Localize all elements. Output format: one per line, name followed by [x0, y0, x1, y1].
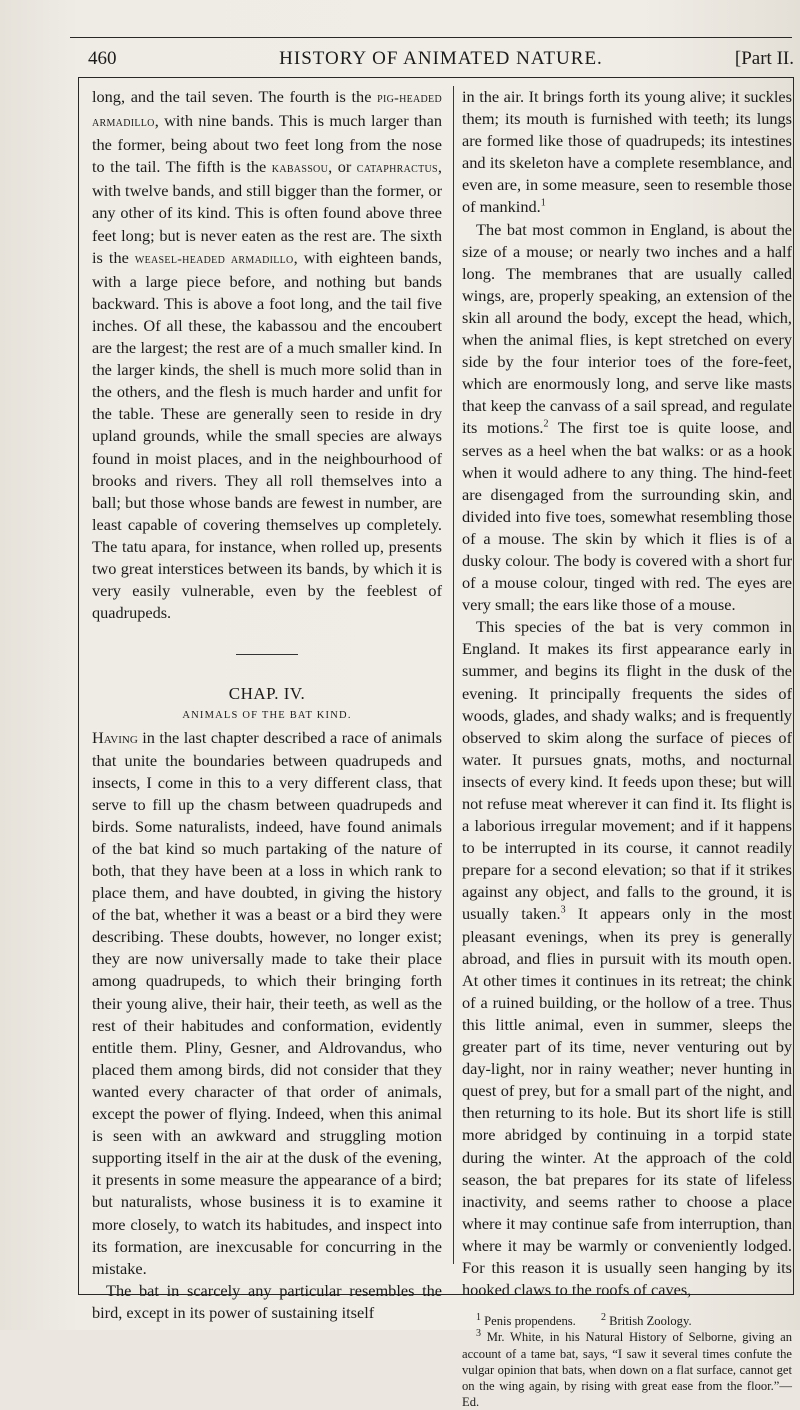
- term-weasel-headed: weasel-headed armadillo: [134, 251, 294, 267]
- paragraph-bat-resemblance: The bat in scarcely any particular resembles the bird, except in its power of sustaining itself: [92, 1280, 442, 1322]
- running-header: [88, 48, 794, 76]
- footnote-ref-1: 1: [540, 198, 546, 210]
- term-pig-headed: pig-headed armadillo: [92, 91, 442, 131]
- footnote-1-2: $^1$ Penis propendens. $^2$ British Zoology.: [476, 1311, 692, 1329]
- paragraph-bat-anatomy: in the air. It brings forth its young alive; it suckles them; its mouth is furnished with teeth; its lungs are formed like those of quadrupeds; its intestines and its skeleton have a complete resemblance, and even are, in some measure, seen to resemble those of mankind.$^1$: [462, 87, 792, 217]
- paragraph-armadillo: long, and the tail seven. The fourth is the pig-headed armadillo, with nine bands. This is much larger than the former, being about two feet long from the nose to the tail. The fifth is the kabassou, or cataphractus, with twelve bands, and still bigger than the former, or any other of its kind. This is often found above three feet long; but is never eaten as the rest are. The sixth is the weasel-headed armadillo, with eighteen bands, with a large piece before, and nothing but bands backward. This is above a foot long, and the tail five inches. Of all these, the kabassou and the encoubert are the largest; the rest are of a much smaller kind. In the larger kinds, the shell is much more solid than in the others, and the flesh is much harder and unfit for the table. These are generally seen to reside in dry upland grounds, while the small species are always found in moist places, and in the neighbourhood of brooks and rivers. They all roll themselves into a ball; but those whose bands are fewest in number, are least capable of covering themselves up completely. The tatu apara, for instance, when rolled up, presents two great interstices between its bands, by which it is very easily vulnerable, even by the feeblest of quadrupeds.: [92, 87, 442, 623]
- footnote-3: $^3$ Mr. White, in his Natural History of Selborne, giving an account of a tame bat, says, “I saw it several times confute the vulgar opinion that bats, when down on a flat surface, cannot get on the wing again, by rising with great ease from the floor.”—Ed.: [462, 1328, 792, 1410]
- left-column: [92, 86, 442, 1324]
- lead-word: Having: [92, 728, 138, 748]
- page-number: 460: [88, 48, 117, 69]
- footnote-ref-2: 2: [543, 418, 549, 430]
- right-column: [462, 86, 792, 1410]
- paragraph-common-bat: The bat most common in England, is about the size of a mouse; or nearly two inches and a half long. The membranes that are usually called wings, are, properly speaking, an extension of the skin all around the body, except the head, which, when the animal flies, is kept stretched on every side by the four interior toes of the fore-feet, which are enormously long, and serve like masts that keep the canvass of a sail spread, and regulate its motions.$^2$ The first toe is quite loose, and serves as a heel when the bat walks: or as a hook when it would adhere to any thing. The hind-feet are disengaged from the surrounding skin, and divided into five toes, somewhat resembling those of a mouse. The skin by which it flies is of a dusky colour. The body is covered with a short fur of a mouse colour, tinged with red. The eyes are very small; the ears like those of a mouse.: [462, 219, 792, 615]
- section-separator: [236, 654, 298, 655]
- header-rule: [78, 77, 794, 78]
- frame-right-rule: [793, 77, 794, 1294]
- paragraph-bat-intro: Having in the last chapter described a race of animals that unite the boundaries between quadrupeds and insects, I come in this to a very different class, that serve to fill up the chasm between quadrupeds and birds. Some naturalists, indeed, have found animals of the bat kind so much partaking of the nature of both, that they have been at a loss in which rank to place them, and have doubted, in giving the history of the bat, whether it was a beast or a bird they were describing. These doubts, however, no longer exist; they are now universally made to take their place among quadrupeds, to which their bringing forth their young alive, their hair, their teeth, as well as the rest of their habitudes and conformation, evidently entitle them. Pliny, Gesner, and Aldrovandus, who placed them among birds, did not consider that they wanted every character of that order of animals, except the power of flying. Indeed, when this animal is seen with an awkward and struggling motion supporting itself in the air at the dusk of the evening, it presents in some measure the appearance of a bird; but naturalists, whose business it is to examine it more closely, to watch its habitudes, and inspect into its formation, are inexcusable for concurring in the mistake.: [92, 728, 442, 1278]
- footnotes: [462, 1313, 792, 1410]
- part-label: [Part II.: [734, 48, 794, 69]
- chapter-title: CHAP. IV.: [228, 684, 306, 704]
- frame-left-rule: [78, 77, 79, 1294]
- term-cataphractus: cataphractus: [356, 161, 438, 177]
- top-rule: [70, 37, 792, 38]
- term-kabassou: kabassou: [271, 161, 329, 177]
- footnote-ref-3: 3: [560, 905, 566, 917]
- running-title: HISTORY OF ANIMATED NATURE.: [279, 48, 603, 69]
- column-divider: [453, 86, 454, 1264]
- paragraph-bat-habits: This species of the bat is very common in England. It makes its first appearance early in summer, and begins its flight in the dusk of the evening. It principally frequents the sides of woods, glades, and shady walks; and is frequently observed to skim along the surface of pieces of water. It pursues gnats, moths, and nocturnal insects of every kind. It feeds upon these; but will not refuse meat wherever it can find it. Its flight is a laborious irregular movement; and if it happens to be interrupted in its course, it cannot readily prepare for a second elevation; so that if it strikes against any object, and falls to the ground, it is usually taken.$^3$ It appears only in the most pleasant evenings, when its prey is generally abroad, and flies in pursuit with its mouth open. At other times it continues in its retreat; the chink of a ruined building, or the hollow of a tree. Thus this little animal, even in summer, sleeps the greater part of its time, never venturing out by day-light, nor in rainy weather; never hunting in quest of prey, but for a small part of the night, and then returning to its hole. But its short life is still more abridged by continuing in a torpid state during the winter. At the approach of the cold season, the bat prepares for its state of lifeless inactivity, and seems rather to choose a place where it may continue safe from interruption, than where it may be warmly or conveniently lodged. For this reason it is usually seen hanging by its hooked claws to the roofs of caves,: [462, 617, 792, 1300]
- chapter-subtitle: ANIMALS OF THE BAT KIND.: [182, 710, 352, 722]
